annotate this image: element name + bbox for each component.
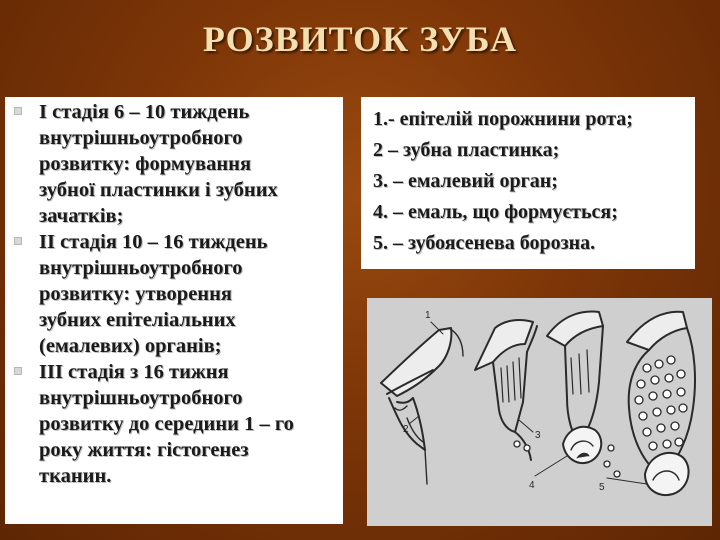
stage-text: ІІІ стадія з 16 тижня внутрішньоутробного розвитку до середини 1 – го року життя: гістогенез тканин. [39, 361, 294, 487]
square-bullet-icon [14, 237, 22, 245]
stage-item-3 [13, 359, 339, 489]
stage-text: ІІ стадія 10 – 16 тиждень внутрішньоутробного розвитку: утворення зубних епітеліальних (емалевих) органів; [39, 231, 268, 357]
legend-item-3: 3. – емалевий орган; [373, 170, 558, 192]
drawing-label-1: 1 [425, 310, 431, 321]
legend-item-4: 4. – емаль, що формується; [373, 201, 618, 223]
drawing-label-2: 2 [403, 424, 409, 435]
stages-panel [5, 97, 343, 524]
tooth-development-illustration [367, 298, 712, 526]
stage-item-1 [13, 99, 339, 229]
slide-title: РОЗВИТОК ЗУБА [202, 19, 518, 59]
tooth-development-drawing [367, 298, 712, 526]
legend-box [361, 97, 695, 269]
stage-3-figure [547, 312, 603, 463]
legend-item-1: 1.- епітелій порожнини рота; [373, 108, 633, 130]
stage-1-figure [381, 328, 463, 484]
stage-list [13, 99, 339, 489]
drawing-label-4: 4 [529, 480, 535, 491]
square-bullet-icon [14, 107, 22, 115]
stage-text: І стадія 6 – 10 тиждень внутрішньоутробного розвитку: формування зубної пластинки і зубних зачатків; [39, 101, 278, 227]
stage-item-2 [13, 229, 339, 359]
square-bullet-icon [14, 367, 22, 375]
stage-2-figure [475, 320, 537, 460]
legend-item-5: 5. – зубоясенева борозна. [373, 232, 596, 254]
drawing-label-3: 3 [535, 430, 541, 441]
drawing-label-5: 5 [599, 482, 605, 493]
legend-item-2: 2 – зубна пластинка; [373, 139, 560, 161]
